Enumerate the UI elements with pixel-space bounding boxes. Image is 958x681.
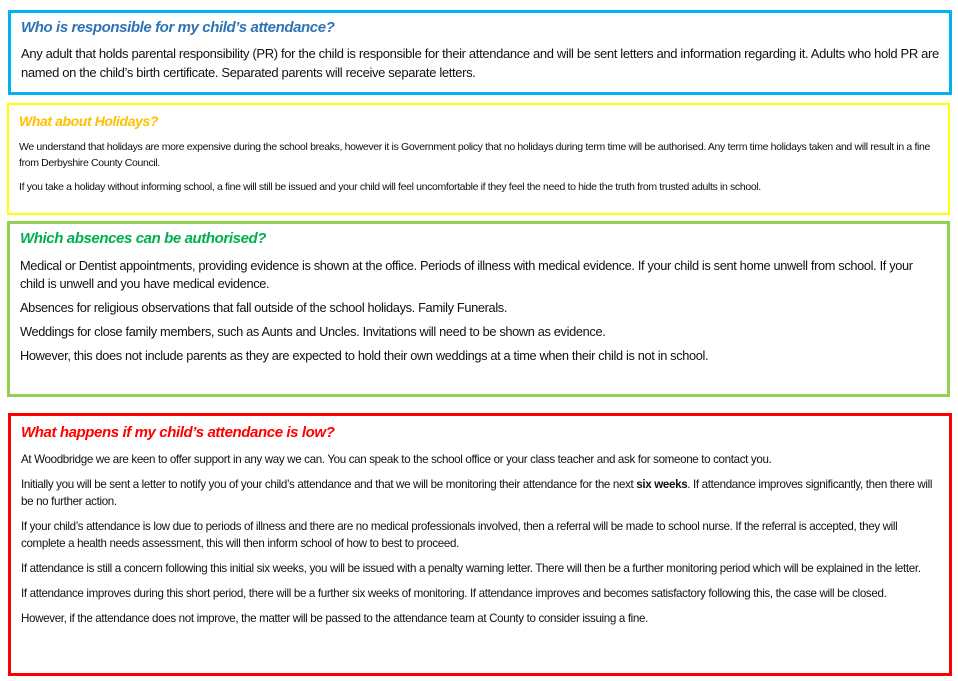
paragraph: At Woodbridge we are keen to offer support in any way we can. You can speak to the school office or your class teacher and ask for someone to contact you.: [21, 453, 772, 466]
section-heading: Who is responsible for my child’s attendance?: [21, 19, 335, 36]
paragraph: If attendance is still a concern following this initial six weeks, you will be issued with a penalty warning letter. There will then be a further monitoring period which will be explained in the letter.: [21, 562, 921, 575]
paragraph: Medical or Dentist appointments, providing evidence is shown at the office. Periods of illness with medical evidence. If your child is sent home unwell from school. If your child is unwell and you have medical evidence.: [20, 258, 913, 291]
paragraph: We understand that holidays are more expensive during the school breaks, however it is Government policy that no holidays during term time will be authorised. Any term time holidays taken and will result in a fine from Derbyshire County Council.: [19, 141, 931, 169]
paragraph: Any adult that holds parental responsibility (PR) for the child is responsible for their attendance and will be sent letters and information regarding it. Adults who hold PR are named on the child’s birth certificate. Separated parents will receive separate letters.: [21, 46, 939, 80]
section-heading: What happens if my child’s attendance is low?: [21, 424, 335, 441]
bold-text: six weeks: [636, 478, 688, 491]
section-low-attendance: [8, 413, 952, 676]
section-responsibility: [8, 10, 952, 95]
paragraph: Absences for religious observations that fall outside of the school holidays. Family Funerals.: [20, 300, 508, 315]
paragraph-initial-letter: [21, 476, 939, 510]
section-heading: What about Holidays?: [19, 113, 159, 129]
section-authorised-absences: [7, 221, 950, 397]
paragraph: Weddings for close family members, such as Aunts and Uncles. Invitations will need to be shown as evidence.: [20, 324, 606, 339]
paragraph: If attendance improves during this short period, there will be a further six weeks of monitoring. If attendance improves and becomes satisfactory following this, the case will be closed.: [21, 587, 887, 600]
text: Initially you will be sent a letter to notify you of your child’s attendance and that we will be monitoring their attendance for the next: [21, 478, 637, 491]
paragraph: However, if the attendance does not improve, the matter will be passed to the attendance team at County to consider issuing a fine.: [21, 612, 648, 625]
text: . If attendance improves significantly, then there will be no further action.: [21, 478, 933, 508]
section-heading: Which absences can be authorised?: [20, 230, 267, 247]
paragraph: If you take a holiday without informing school, a fine will still be issued and your child will feel uncomfortable if they feel the need to hide the truth from trusted adults in school.: [19, 181, 761, 193]
paragraph: If your child’s attendance is low due to periods of illness and there are no medical professionals involved, then a referral will be made to school nurse. If the referral is accepted, they will complete a health needs assessment, this will then inform school of how to best to proceed.: [21, 520, 898, 550]
paragraph: However, this does not include parents as they are expected to hold their own weddings at a time when their child is not in school.: [20, 348, 709, 363]
section-holidays: [7, 103, 950, 215]
